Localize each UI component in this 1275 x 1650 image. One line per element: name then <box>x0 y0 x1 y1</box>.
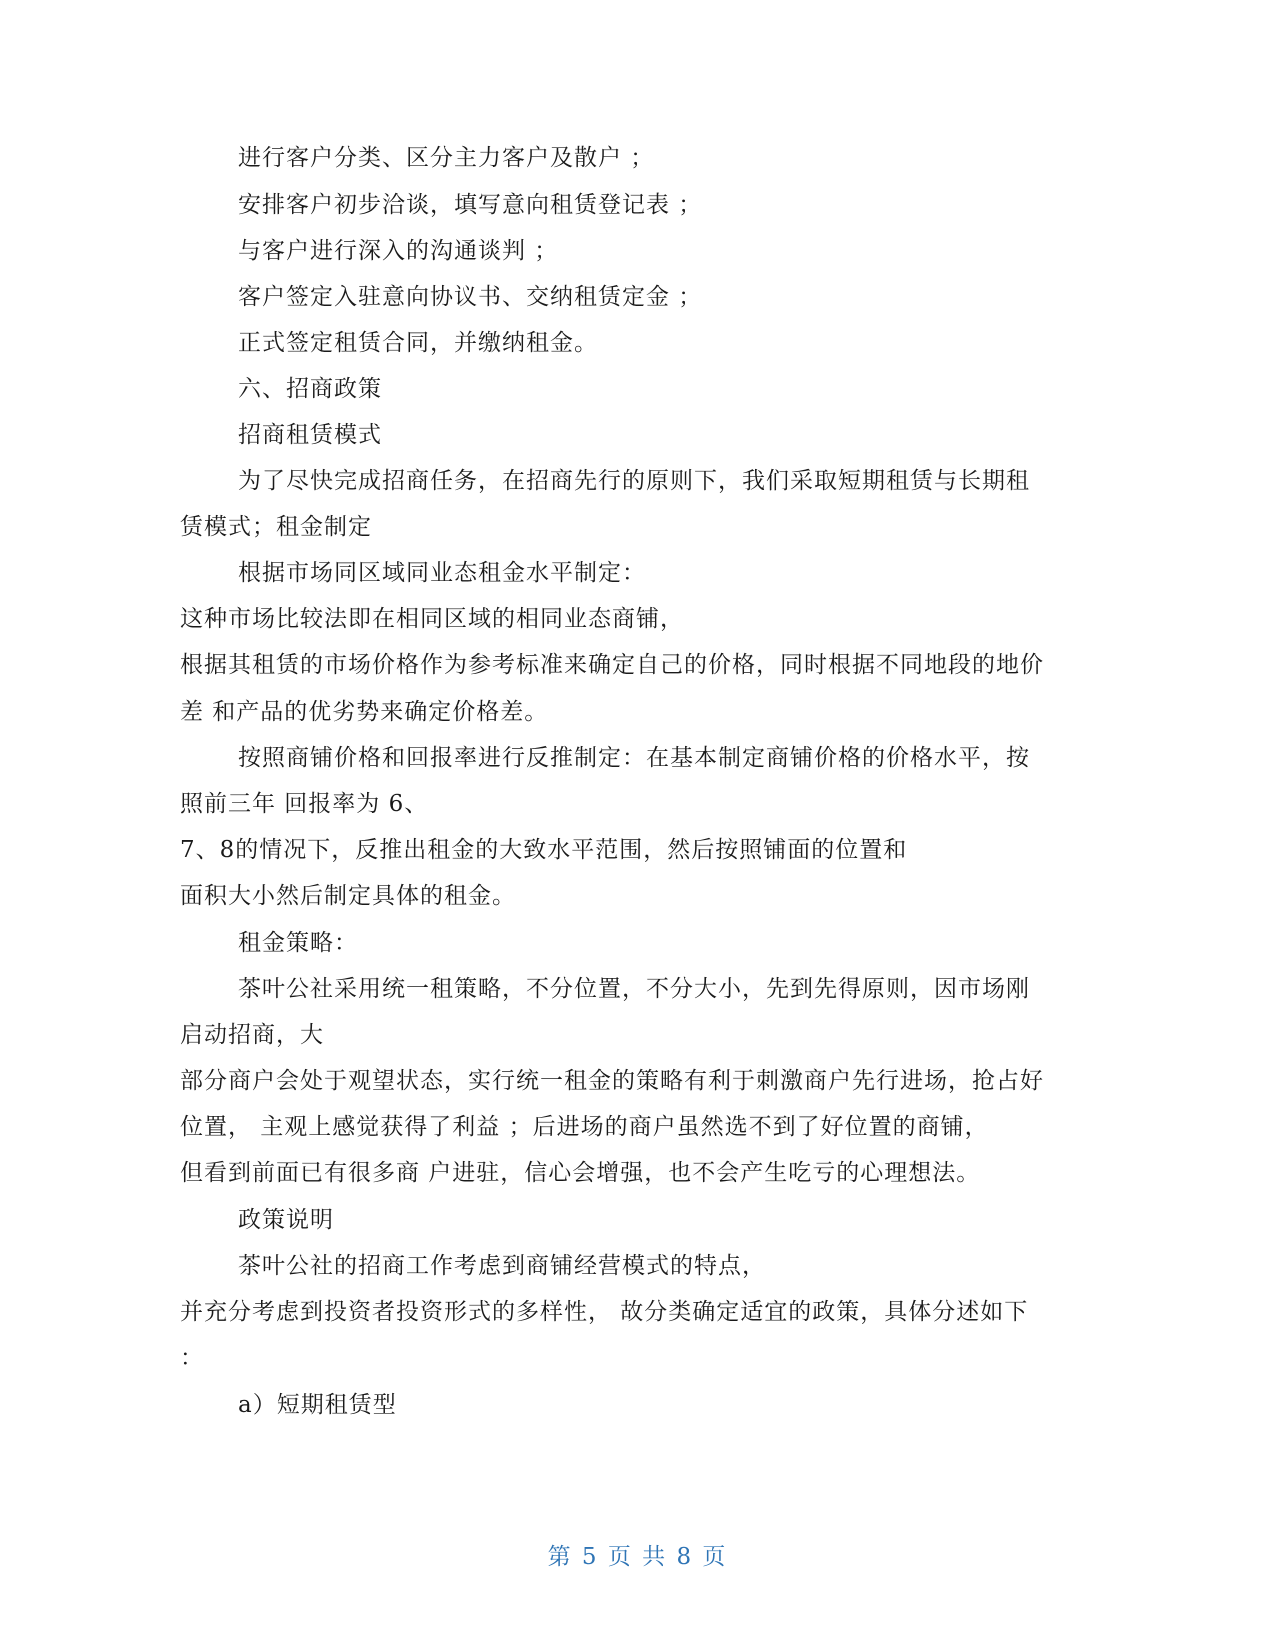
text-line: 进行客户分类、区分主力客户及散户 ； <box>238 145 655 171</box>
text-line: 安排客户初步洽谈，填写意向租赁登记表 ； <box>238 192 703 218</box>
text-line: 茶叶公社的招商工作考虑到商铺经营模式的特点， <box>238 1253 766 1279</box>
text-line: 并充分考虑到投资者投资形式的多样性， 故分类确定适宜的政策，具体分述如下 <box>180 1299 1029 1325</box>
text-line: 正式签定租赁合同，并缴纳租金。 <box>238 330 598 356</box>
text-line: 客户签定入驻意向协议书、交纳租赁定金 ； <box>238 284 703 310</box>
text-line: 根据市场同区域同业态租金水平制定： <box>238 560 646 586</box>
text-line: ： <box>180 1345 204 1371</box>
text-line: 面积大小然后制定具体的租金。 <box>180 883 516 909</box>
text-line: 位置， 主观上感觉获得了利益 ；后进场的商户虽然选不到了好位置的商铺， <box>180 1114 989 1140</box>
subsection-heading: 招商租赁模式 <box>238 422 382 448</box>
text-line: 启动招商，大 <box>180 1022 324 1048</box>
text-line: 但看到前面已有很多商 户进驻，信心会增强，也不会产生吃亏的心理想法。 <box>180 1160 981 1186</box>
text-line: 部分商户会处于观望状态，实行统一租金的策略有利于刺激商户先行进场，抢占好 <box>180 1068 1044 1094</box>
text-line: 这种市场比较法即在相同区域的相同业态商铺， <box>180 606 684 632</box>
list-item: a）短期租赁型 <box>238 1392 397 1418</box>
section-heading: 六、招商政策 <box>238 376 382 402</box>
subsection-heading: 政策说明 <box>238 1207 334 1233</box>
text-line: 照前三年 回报率为 6、 <box>180 791 429 817</box>
text-line: 根据其租赁的市场价格作为参考标准来确定自己的价格，同时根据不同地段的地价 <box>180 652 1044 678</box>
text-line: 差 和产品的优劣势来确定价格差。 <box>180 699 549 725</box>
subsection-heading: 租金策略： <box>238 930 358 956</box>
text-line: 为了尽快完成招商任务，在招商先行的原则下，我们采取短期租赁与长期租 <box>238 468 1030 494</box>
page-number-footer: 第 5 页 共 8 页 <box>547 1544 728 1570</box>
text-line: 赁模式；租金制定 <box>180 514 372 540</box>
text-line: 按照商铺价格和回报率进行反推制定：在基本制定商铺价格的价格水平，按 <box>238 745 1030 771</box>
text-line: 7、8的情况下，反推出租金的大致水平范围，然后按照铺面的位置和 <box>180 837 908 863</box>
text-line: 与客户进行深入的沟通谈判 ； <box>238 238 559 264</box>
text-line: 茶叶公社采用统一租策略，不分位置，不分大小，先到先得原则，因市场刚 <box>238 976 1030 1002</box>
